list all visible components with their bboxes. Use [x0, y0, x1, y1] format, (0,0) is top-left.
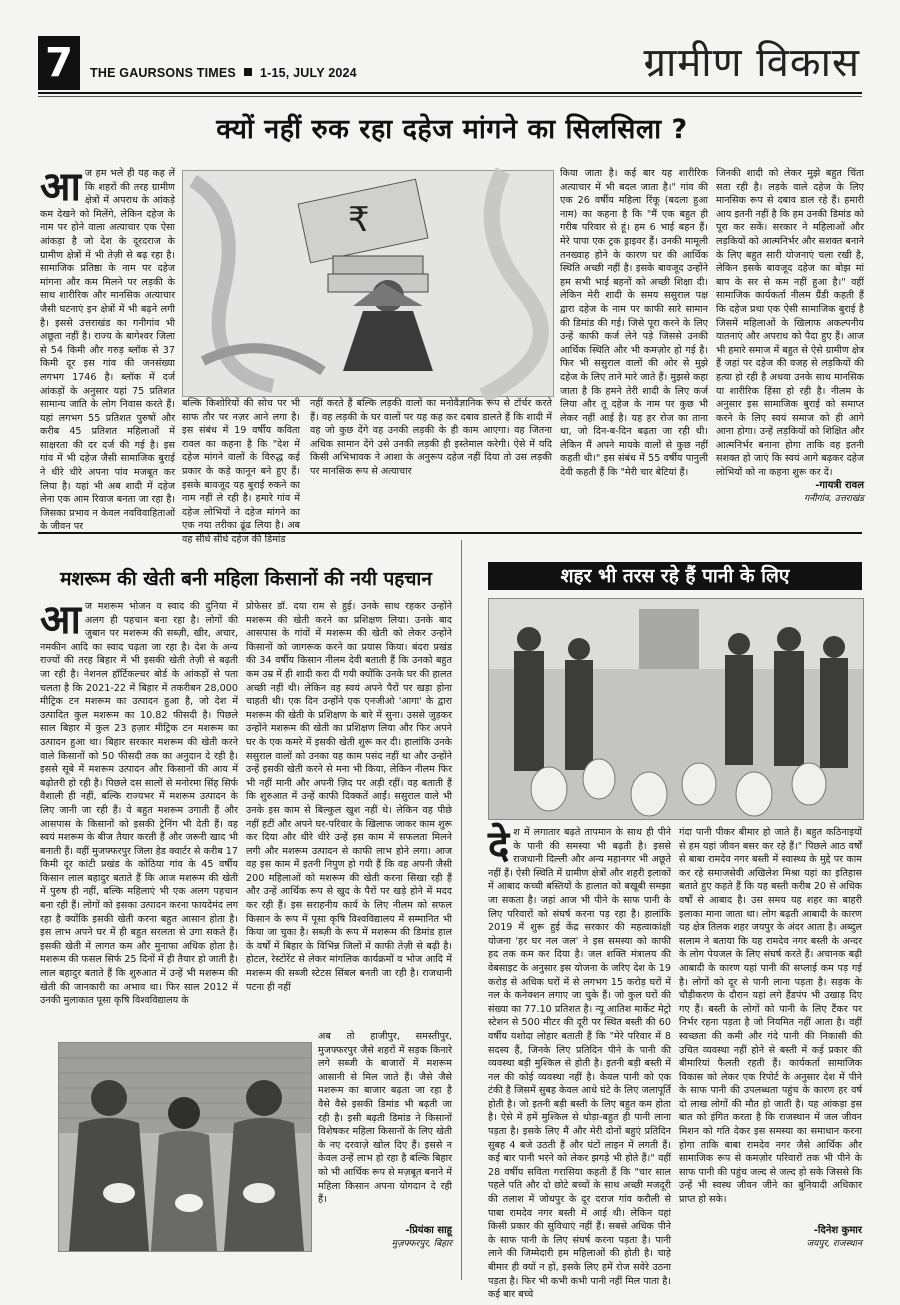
mushroom-col1-text: ज मशरूम भोजन व स्वाद की दुनिया में अलग ही पहचान बना रहा है। लोगों की जुबान पर मशरूम की सब्ज़ी, खीर, अचार, नमकीन आदि का स्वाद चढ़ता जा रहा है। देश के अन्य राज्यों की तरह बिहार में भी इसकी खेती तेज़ी से बढ़ती जा रही है। नेशनल हॉर्टिकल्चर बोर्ड के आंकड़ों से पता चलता है कि 2021-22 में बिहार में तकरीबन 28,000 मीट्रिक टन मशरूम का उत्पादन हुआ है, जो देश में उत्पादित कुल मशरूम का 10.82 फीसदी है। पिछले साल बिहार में कुल 23 हज़ार मीट्रिक टन मशरूम का उत्पादन हुआ था। बिहार सरकार मशरूम की खेती करने वाले किसानों को 50 फीसदी तक का अनुदान दे रही है। इससे सूबे में मशरूम उत्पादन और किसानों की आय में बढ़ोतरी हो रही है। पिछले दस सालों से मनोरमा सिंह सिर्फ वैशाली ही नहीं, बल्कि राज्यभर में मशरूम उत्पादन के लिए जानी जा रही हैं। वे बहुत मशरूम उगाती हैं और आसपास के किसानों को इसकी ट्रेनिंग भी देती हैं। वह स्वयं मशरूम के बीज तैयार करती हैं और जरूरी खाद भी बनाती हैं। वहीं मुजफ्फरपुर जिला हेड क्वार्टर से करीब 17 किमी दूर कांटी प्रखंड के कोठिया गांव के 45 वर्षीय किसान लाल बहादुर बताते हैं कि आज मशरूम की खेती में पुरुष ही नहीं, बल्कि महिलाएं भी एक अलग पहचान बना रही हैं। लोगों को इसका उत्पादन करना फायदेमंद लग रहा है क्योंकि इसकी खेती करना बहुत आसान होता है। इस लाभ अपने घर में ही बहुत सरलता से उगा सकते हैं। इसकी खेती में लागत कम और मुनाफा अधिक होता है। मशरूम की फसल सिर्फ 25 दिनों में ही तैयार हो जाती है। लाल बहादुर बताते हैं कि शुरुआत में उन्हें भी मशरूम की खेती की जानकारी का अभाव था। फिर साल 2012 में उनकी मुलाकात पूसा कृषि विश्वविद्यालय के: [40, 601, 238, 1007]
mushroom-column-3-wrap: [318, 1030, 452, 1280]
section-title: ग्रामीण विकास: [643, 40, 860, 86]
water-col1-text: श में लगातार बढ़ते तापमान के साथ ही पीने के पानी की समस्या भी बढ़ती है। इससे राजधानी दिल्ली और अन्य महानगर भी अछूते नहीं हैं। ऐसी स्थिति में ग्रामीण क्षेत्रों और शहरी इलाकों में आबाद कच्ची बस्तियों के हालात को बखूबी समझा जा सकता है। जहां आज भी पीने के साफ पानी के लिए परिवारों को संघर्ष करना पड़ रहा है। हालांकि 2019 में शुरू हुई केंद्र सरकार की महत्वाकांक्षी योजना 'हर घर नल जल' ने इस समस्या को काफी हद तक कम कर दिया है। जल शक्ति मंत्रालय की वेबसाइट के अनुसार इस योजना के जरिए देश के 19 करोड़ से अधिक घरों में से लगभग 15 करोड़ घरों में नल के कनेक्शन लगाए जा चुके हैं। जो कुल घरों की संख्या का 77.10 प्रतिशत है। न्यू आतिश मार्केट मेट्रो स्टेशन से 500 मीटर की दूरी पर स्थित बस्ती की 60 वर्षीय यशोदा लोहार बताती हैं कि "मेरे परिवार में 8 सदस्य हैं, जिनके लिए प्रतिदिन पीने के पानी की व्यवस्था बड़ी मुश्किल से होती है। इतनी बड़ी बस्ती में नल की कोई व्यवस्था नहीं है। केवल पानी को एक टंकी है जिसमें सुबह केवल आधे घंटे के लिए जलापूर्ति होती है। जो इतनी बड़ी बस्ती के लिए बहुत कम होता है। ऐसे में हमें मुश्किल से थोड़ा-बहुत ही पानी लाना पड़ता है। इसके लिए मैं और मेरी दोनों बहुएं प्रतिदिन सुबह 4 बजे उठती हैं और घंटों लाइन में लगती हैं। कई बार पानी भरने को लेकर झगड़े भी होते हैं।" वहीं 28 वर्षीय सविता गरासिया कहती हैं कि "चार साल पहले पति और दो छोटे बच्चों के साथ अच्छी मजदूरी की तलाश में जोधपुर के दूर दराज गांव करौली से पाबा रामदेव नगर बस्ती में आई थी। लेकिन यहां किसी प्रकार की सुविधाएं नहीं हैं। सबसे अधिक पीने के साफ पानी के लिए संघर्ष करना पड़ता है। पानी लाने की जिम्मेदारी हम महिलाओं की होती है। चाहे बीमार ही क्यों न हों, इसके लिए हमें रोज सवेरे उठना पड़ता है। फिर भी कभी कभी पानी नहीं मिल पाता है। कई बार बच्चे: [488, 827, 671, 1301]
top-rule-thin: [38, 96, 862, 97]
main-dropcap: आ: [40, 164, 81, 210]
main-author: -गायत्री रावल: [815, 480, 864, 491]
dowry-illustration: [182, 170, 554, 397]
water-column-2: गंदा पानी पीकर बीमार हो जाते हैं। बहुत कठिनाइयों से हम यहां जीवन बसर कर रहे हैं।" पिछले आठ वर्षों से बाबा रामदेव नगर बस्ती में स्वास्थ्य के मुद्दे पर काम कर रहे समाजसेवी अखिलेश मिश्रा यहां का इतिहास बताते हुए कहते हैं कि यह बस्ती करीब 20 से अधिक वर्षों से आबाद है। उस समय यह शहर का बाहरी इलाका माना जाता था। लोग बढ़ती आबादी के कारण यह क्षेत्र तिलक शहर जयपुर के अंदर आता है। अब्दुल सलाम ने बताया कि यह रामदेव नगर बस्ती के अन्दर के लोग पेयजल के लिए संघर्ष करते हैं। अचानक बढ़ी आबादी के कारण यहां पानी की सप्लाई कम पड़ गई है। लोगों को दूर से पानी लाना पड़ता है। सड़क के चौड़ीकरण के दौरान यहां लगे हैंडपंप भी उखाड़ दिए गए हैं। बस्ती के लोगों को पानी के लिए टैंकर पर निर्भर रहना पड़ता है जो नियमित नहीं आता है। वहीं स्वच्छता की कमी और गंदे पानी की निकासी की उचित व्यवस्था नहीं होने से बस्ती में कई प्रकार की बीमारियां फैलती रहती हैं। कार्यकर्ता सामाजिक विकास को लेकर एक रिपोर्ट के अनुसार देश में पीने के साफ पानी की उपलब्धता पहुंच के कारण हर वर्ष दो लाख लोगों की मौत हो जाती है। यह आंकड़ा इस बात को इंगित करता है कि राजस्थान में जल जीवन मिशन को गति देकर इस समस्या का समाधान करना होगा ताकि बाबा रामदेव नगर जैसे आर्थिक और सामाजिक रूप से कमज़ोर परिवारों तक भी पीने के साफ पानी की पहुंच जल्द से जल्द हो सके जिससे कि उन्हें भी स्वस्थ जीवन जीने का बुनियादी अधिकार प्राप्त हो सके।: [679, 827, 862, 1206]
women-farmers-photo: [58, 1042, 312, 1252]
water-author-place: जयपुर, राजस्थान: [806, 1239, 862, 1249]
main-col1-text: ज हम भले ही यह कह लें कि शहरों की तरह ग्रामीण क्षेत्रों में अपराध के आंकड़े कम देखने को मिलेंगे, लेकिन दहेज के नाम पर होने वाला अत्याचार एक ऐसा आंकड़ा है जो देश के दूरदराज के ग्रामीण क्षेत्रों में भी तेज़ी से बढ़ रहा है। सामाजिक प्रतिष्ठा के नाम पर दहेज मांगना और कम मिलने पर लड़की के साथ शारीरिक और मानसिक अत्याचार जैसी घटनाएं इन क्षेत्रों में भी बढ़ने लगी है। इससे उत्तराखंड का गनीगांव भी अछूता नहीं है। राज्य के बागेश्वर जिला से 54 किमी और गरुड़ ब्लॉक से 37 किमी दूर इस गांव की जनसंख्या लगभग 1746 है। ब्लॉक में दर्ज आंकड़ों के अनुसार यहां 75 प्रतिशत सामान्य जाति के लोग निवास करते हैं। यहां लगभग 55 प्रतिशत पुरुषों और करीब 45 प्रतिशत महिलाओं में साक्षरता की दर दर्ज की गई है। इस गांव में भी दहेज जैसी सामाजिक बुराई ने धीरे धीरे अपना पांव मजबूत कर लिया है। यहां भी अब शादी में दहेज लेना एक आम रिवाज बनता जा रहा है। जिसका प्रभाव न केवल नवविवाहिताओं के जीवन पर: [40, 168, 175, 533]
main-column-2: बल्कि किशोरियों की सोच पर भी साफ तौर पर नज़र आने लगा है। इस संबंध में 19 वर्षीय कविता रावल का कहना है कि "देश में दहेज मांगने वालों के विरुद्ध कई प्रकार के कड़े कानून बने हुए हैं। इसके बावजूद यह बुराई रुकने का नाम नहीं ले रही है। हमारे गांव में दहेज लोभियों ने दहेज मांगने का एक नया तरीका ढूंढ लिया है। अब वह सीधे सीधे दहेज की डिमांड: [182, 398, 300, 545]
section-divider: [38, 532, 862, 534]
water-column-1: [488, 823, 671, 1301]
masthead-name: THE GAURSONS TIMES: [90, 66, 236, 80]
masthead-date: 1-15, JULY 2024: [259, 66, 357, 80]
main-column-5: जिनकी शादी को लेकर मुझे बहुत चिंता सता रही है। लड़के वाले दहेज के लिए मानसिक रूप से दबाव डाल रहे हैं। हमारी आय इतनी नहीं है कि हम उनकी डिमांड को पूरा कर सकें। सरकार ने महिलाओं और लड़कियों को आत्मनिर्भर और सशक्त बनाने के लिए बहुत सारी योजनाएं चला रखी है, लेकिन इसके बावजूद दहेज का बोझ मां बाप के सर से कम नहीं हुआ है।" वहीं सामाजिक कार्यकर्ता नीलम ग्रैंडी कहती हैं कि दहेज प्रथा एक ऐसी सामाजिक बुराई है जिसमें महिलाओं के खिलाफ अकल्पनीय यातनाएं और अपराध को पैदा हुए हैं। आज भी हमारे समाज में बहुत से ऐसे ग्रामीण क्षेत्र हैं जहां पर दहेज की वजह से लड़कियों की हत्या हो रही है अथवा उनके साथ मानसिक या शारीरिक हिंसा हो रही है। नीलम के अनुसार इस सामाजिक बुराई को समाप्त करने के लिए स्वयं समाज को ही आगे आना होगा। उन्हें लड़कियों को शिक्षित और आत्मनिर्भर बनाना होगा ताकि वह इतनी सशक्त हो जाएं कि स्वयं आगे बढ़कर दहेज लोभियों को ना कहना शुरू कर दें।: [716, 168, 864, 479]
masthead: [90, 66, 357, 80]
column-divider: [461, 540, 462, 1280]
page-number: 7: [38, 36, 80, 90]
women-farmers-photo-svg: [59, 1043, 311, 1251]
main-column-5-wrap: [716, 167, 864, 529]
main-column-1: [40, 164, 175, 533]
main-headline: क्यों नहीं रुक रहा दहेज मांगने का सिलसिला ?: [216, 114, 688, 145]
water-queue-photo: [488, 598, 864, 820]
square-bullet-icon: [244, 68, 252, 76]
main-column-3: नहीं करते हैं बल्कि लड़की वालों का मनोवैज्ञानिक रूप से टॉर्चर करते हैं। वह लड़की के घर वालों पर यह कह कर दबाव डालते हैं कि शादी में वह जो कुछ देंगे वह उनकी लड़की के ही काम आएगा। वह जितना अधिक सामान देंगे उसे उनकी लड़की ही इस्तेमाल करेगी। ऐसे में यदि किसी अभिभावक ने आशा के अनुरूप दहेज नहीं दिया तो उस लड़की पर मानसिक रूप से अत्याचार: [310, 398, 552, 477]
main-author-place: गनीगांव, उत्तराखंड: [804, 494, 864, 504]
water-queue-photo-svg: [489, 599, 863, 819]
mushroom-column-3: अब तो हाजीपुर, समस्तीपुर, मुजफ्फरपुर जैसे शहरों में सड़क किनारे लगे सब्जी के बाजारों में मशरूम आसानी से मिल जाते हैं। जैसे जैसे मशरूम का बाजार बढ़ता जा रहा है वैसे वैसे इसकी डिमांड भी बढ़ती जा रही है। इसी बढ़ती डिमांड ने किसानों विशेषकर महिला किसानों के लिए खेती के नए दरवाज़े खोल दिए हैं। इससे न केवल उन्हें लाभ हो रहा है बल्कि बिहार को भी आर्थिक रूप से मज़बूत बनाने में महिला किसान अपना योगदान दे रही हैं।: [318, 1031, 452, 1206]
main-column-4: किया जाता है। कई बार यह शारीरिक अत्याचार में भी बदल जाता है।" गांव की एक 26 वर्षीय महिला रिंकू (बदला हुआ नाम) का कहना है कि "मैं एक बहुत ही गरीब परिवार से हूं। हम 6 भाई बहन हैं। मेरे पापा एक ट्रक ड्राइवर हैं। उनकी मामूली तनख्वाह होने के कारण घर की आर्थिक स्थिति अच्छी नहीं है। इसके बावजूद उन्होंने हम सभी भाई बहनों को अच्छी शिक्षा दी। लेकिन मेरी शादी के समय ससुराल पक्ष द्वारा दहेज के नाम पर काफी सारे सामान की डिमांड की गई। जिसे पूरा करने के लिए उन्हें काफी कर्ज लेने पड़े जिससे उनकी आर्थिक स्थिति और भी कमज़ोर हो गई है। फिर भी ससुराल वालों की ओर से मुझे दहेज के लिए ताने मारे जाते हैं। मुझसे कहा जाता है कि हमने तेरी शादी के लिए कर्ज लिया और तू दहेज के नाम पर कुछ भी लेकर नहीं आई है। यह हर रोज का ताना था, जो दिन-ब-दिन बढ़ता जा रही थी। लेकिन मैं अपने मायके वालों से कुछ नहीं कहती थी।" इस संबंध में 55 वर्षीय पानुली देवी कहती हैं कि "मेरी चार बेटियां हैं।: [560, 168, 708, 479]
water-author: -दिनेश कुमार: [813, 1225, 862, 1236]
mushroom-column-2: प्रोफेसर डॉ. दया राम से हुई। उनके साथ रहकर उन्होंने मशरूम की खेती करने का प्रशिक्षण लिया। उनके बाद आसपास के गांवों में मशरूम की खेती को लेकर उन्होंने किसानों को जागरूक करने का प्रयास किया। बंदरा प्रखंड की 34 वर्षीय किसान नीलम देवी बताती हैं कि उनको बहुत कम उम्र में ही शादी करा दी गयी क्योंकि उनके घर की हालत अच्छी नहीं थी। लेकिन वह स्वयं अपने पैरों पर खड़ा होना चाहती थी। एक दिन उन्होंने एक एनजीओ 'आगा' के द्वारा मशरूम की खेती के प्रशिक्षण के बारे में सुना। उससे जुड़कर उन्होंने मशरूम की खेती का प्रशिक्षण लिया और फिर अपने घर के एक कमरे में इसकी खेती शुरू कर दी। हालांकि उनके ससुराल वालों को उनका यह काम पसंद नहीं था और उन्होंने उन्हें इसकी खेती करने से मना भी किया, लेकिन नीलम फिर भी नहीं मानी और अपनी ज़िद पर अड़ी रहीं। वह बताती हैं कि शुरुआत में उन्हें काफी दिक्कतें आईं। ससुराल वाले भी उनके इस काम से बिल्कुल खुश नहीं थे। लेकिन वह पीछे नहीं हटीं और अपने घर-परिवार के खिलाफ जाकर काम शुरू कर दिया और धीरे धीरे उन्हें इस काम में सफलता मिलने लगी और मशरूम उत्पादन से काफी लाभ होने लगा। आज वह इस काम में इतनी निपुण हो गयी हैं कि वह अपनी जैसी 200 महिलाओं को मशरूम की खेती करना सिखा रही हैं और उन्हें आर्थिक रूप से खुद के पैरों पर खड़े होने में मदद कर रही हैं। इस सराहनीय कार्य के लिए नीलम को सफल किसान के रूप में पूसा कृषि विश्वविद्यालय में सम्मानित भी किया जा चुका है। सब्ज़ी के रूप में मशरूम की डिमांड हाल के वर्षों में बिहार के विभिन्न जिलों में काफी तेज़ी से बढ़ी है। होटल, रेस्टोरेंट से लेकर मांगलिक कार्यक्रमों व भोज आदि में मशरूम की सब्जी स्टेटस सिंबल बनती जा रही है। राजधानी पटना ही नहीं: [246, 601, 452, 993]
mushroom-author: -प्रियंका साहू: [405, 1225, 452, 1236]
water-dropcap: दे: [488, 823, 510, 869]
mushroom-dropcap: आ: [40, 597, 81, 643]
mushroom-column-1: [40, 597, 238, 1020]
water-column-2-wrap: [679, 826, 862, 1280]
svg-text:₹: ₹: [348, 200, 370, 240]
mushroom-author-place: मुज़फ्फरपुर, बिहार: [391, 1239, 452, 1249]
dowry-illustration-svg: [183, 171, 553, 396]
water-headline: शहर भी तरस रहे हैं पानी के लिए: [488, 562, 862, 590]
mushroom-headline: मशरूम की खेती बनी महिला किसानों की नयी पहचान: [60, 568, 432, 590]
main-column-1b: [40, 382, 175, 528]
top-rule: [38, 92, 862, 94]
